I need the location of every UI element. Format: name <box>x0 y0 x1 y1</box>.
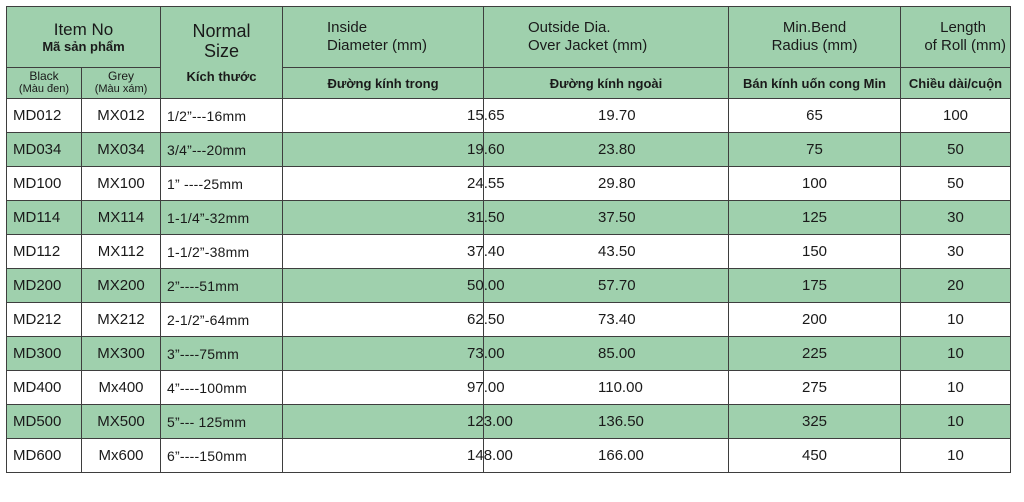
table-row <box>7 337 1011 371</box>
black-code-cell: MD600 <box>7 439 82 473</box>
inside-diameter-cell: 97.00 <box>283 371 484 405</box>
normal-size-cell: 4”----100mm <box>161 371 283 405</box>
outside-diameter-cell: 29.80 <box>484 167 729 201</box>
outside-vn-header: Đường kính ngoài <box>484 68 729 99</box>
outside-diameter-cell: 166.00 <box>484 439 729 473</box>
normal-size-cell: 5”--- 125mm <box>161 405 283 439</box>
grey-code-cell: MX012 <box>82 99 161 133</box>
min-bend-radius-cell: 150 <box>729 235 901 269</box>
inside-diameter-cell: 50.00 <box>283 269 484 303</box>
normal-size-cell: 1/2”---16mm <box>161 99 283 133</box>
outside-diameter-cell: 19.70 <box>484 99 729 133</box>
black-code-cell: MD500 <box>7 405 82 439</box>
grey-code-cell: MX212 <box>82 303 161 337</box>
grey-code-cell: MX300 <box>82 337 161 371</box>
inside-diameter-cell: 31.50 <box>283 201 484 235</box>
normal-size-cell: 2”----51mm <box>161 269 283 303</box>
grey-code-cell: MX100 <box>82 167 161 201</box>
normal-size-cell: 6”----150mm <box>161 439 283 473</box>
grey-code-cell: MX500 <box>82 405 161 439</box>
inside-line2: Diameter (mm) <box>327 37 428 54</box>
black-code-cell: MD034 <box>7 133 82 167</box>
black-code-cell: MD100 <box>7 167 82 201</box>
normal-size-cell: 1” ----25mm <box>161 167 283 201</box>
table-row <box>7 201 1011 235</box>
grey-label: Grey <box>108 69 135 83</box>
normal-size-line1: Normal <box>192 20 251 41</box>
black-code-cell: MD112 <box>7 235 82 269</box>
length-of-roll-cell: 50 <box>901 133 1011 167</box>
min-bend-radius-cell: 100 <box>729 167 901 201</box>
length-line2: of Roll (mm) <box>924 37 1007 54</box>
length-of-roll-cell: 10 <box>901 303 1011 337</box>
outside-diameter-header <box>484 7 729 68</box>
normal-size-vn-label: Kích thước <box>186 68 257 84</box>
length-of-roll-cell: 30 <box>901 201 1011 235</box>
length-of-roll-cell: 50 <box>901 167 1011 201</box>
black-vn-label: (Màu đen) <box>18 83 70 95</box>
outside-diameter-cell: 23.80 <box>484 133 729 167</box>
item-no-label: Item No <box>53 19 114 39</box>
length-of-roll-cell: 20 <box>901 269 1011 303</box>
outside-diameter-cell: 85.00 <box>484 337 729 371</box>
length-of-roll-cell: 30 <box>901 235 1011 269</box>
min-bend-radius-cell: 175 <box>729 269 901 303</box>
min-bend-radius-cell: 200 <box>729 303 901 337</box>
inside-diameter-cell: 19.60 <box>283 133 484 167</box>
item-no-vn-label: Mã sản phẩm <box>42 38 125 54</box>
min-bend-radius-cell: 325 <box>729 405 901 439</box>
normal-size-cell: 2-1/2”-64mm <box>161 303 283 337</box>
inside-diameter-cell: 37.40 <box>283 235 484 269</box>
length-of-roll-cell: 10 <box>901 337 1011 371</box>
normal-size-cell: 3/4”---20mm <box>161 133 283 167</box>
inside-diameter-cell: 73.00 <box>283 337 484 371</box>
grey-header <box>82 68 161 99</box>
grey-code-cell: Mx600 <box>82 439 161 473</box>
normal-size-cell: 3”----75mm <box>161 337 283 371</box>
inside-diameter-cell: 148.00 <box>283 439 484 473</box>
outside-diameter-cell: 43.50 <box>484 235 729 269</box>
min-bend-radius-cell: 450 <box>729 439 901 473</box>
table-row <box>7 167 1011 201</box>
black-code-cell: MD200 <box>7 269 82 303</box>
table-row <box>7 235 1011 269</box>
length-of-roll-cell: 10 <box>901 439 1011 473</box>
table-row <box>7 439 1011 473</box>
length-header <box>901 7 1011 68</box>
normal-size-cell: 1-1/2”-38mm <box>161 235 283 269</box>
item-no-header <box>7 7 161 68</box>
bend-line1: Min.Bend <box>782 19 847 36</box>
outside-line1: Outside Dia. <box>528 19 611 36</box>
normal-size-line2: Size <box>204 40 240 61</box>
outside-diameter-cell: 37.50 <box>484 201 729 235</box>
outside-diameter-cell: 57.70 <box>484 269 729 303</box>
table-row <box>7 303 1011 337</box>
min-bend-radius-cell: 65 <box>729 99 901 133</box>
normal-size-cell: 1-1/4”-32mm <box>161 201 283 235</box>
outside-diameter-cell: 110.00 <box>484 371 729 405</box>
outside-line2: Over Jacket (mm) <box>528 37 648 54</box>
black-code-cell: MD012 <box>7 99 82 133</box>
normal-size-header <box>161 7 283 99</box>
min-bend-radius-cell: 225 <box>729 337 901 371</box>
inside-diameter-cell: 62.50 <box>283 303 484 337</box>
black-code-cell: MD300 <box>7 337 82 371</box>
grey-vn-label: (Màu xám) <box>94 83 148 95</box>
length-vn-header: Chiều dài/cuộn <box>901 68 1011 99</box>
outside-diameter-cell: 73.40 <box>484 303 729 337</box>
table-row <box>7 133 1011 167</box>
outside-diameter-cell: 136.50 <box>484 405 729 439</box>
min-bend-header <box>729 7 901 68</box>
black-code-cell: MD400 <box>7 371 82 405</box>
grey-code-cell: MX114 <box>82 201 161 235</box>
table-row <box>7 405 1011 439</box>
black-label: Black <box>29 69 59 83</box>
inside-diameter-header <box>283 7 484 68</box>
spec-table-body <box>7 99 1011 473</box>
table-row <box>7 99 1011 133</box>
inside-vn-header: Đường kính trong <box>283 68 484 99</box>
length-of-roll-cell: 10 <box>901 405 1011 439</box>
min-bend-radius-cell: 275 <box>729 371 901 405</box>
black-code-cell: MD114 <box>7 201 82 235</box>
inside-diameter-cell: 24.55 <box>283 167 484 201</box>
length-line1: Length <box>940 19 987 36</box>
hose-spec-table <box>6 6 1011 473</box>
min-bend-radius-cell: 125 <box>729 201 901 235</box>
inside-diameter-cell: 123.00 <box>283 405 484 439</box>
inside-line1: Inside <box>327 19 368 36</box>
bend-vn-header: Bán kính uốn cong Min <box>729 68 901 99</box>
grey-code-cell: Mx400 <box>82 371 161 405</box>
length-of-roll-cell: 10 <box>901 371 1011 405</box>
grey-code-cell: MX112 <box>82 235 161 269</box>
table-row <box>7 371 1011 405</box>
grey-code-cell: MX034 <box>82 133 161 167</box>
black-code-cell: MD212 <box>7 303 82 337</box>
table-row <box>7 269 1011 303</box>
length-of-roll-cell: 100 <box>901 99 1011 133</box>
bend-line2: Radius (mm) <box>771 37 858 54</box>
inside-diameter-cell: 15.65 <box>283 99 484 133</box>
min-bend-radius-cell: 75 <box>729 133 901 167</box>
grey-code-cell: MX200 <box>82 269 161 303</box>
black-header <box>7 68 82 99</box>
